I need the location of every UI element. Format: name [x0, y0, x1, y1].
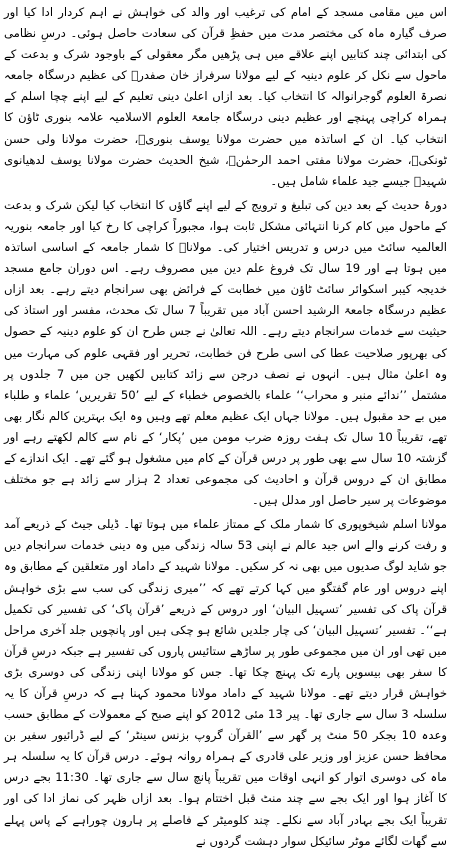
article-paragraph-3: مولانا اسلم شیخوپوری کا شمار ملک کے ممتاز علماء میں ہوتا تھا۔ ڈیلی جیٹ کے ذریعے آمد و رفت کرنے والے اس جید عالم نے اپنی 53 سالہ زندگی میں وہ دینی خدمات سرانجام دیں جو شاید لوگ صدیوں میں بھی نہ کر سکیں۔ مولانا شہید کے داماد اور متعلقین کے مطابق وہ اپنے دروس اور عام گفتگو میں کہا کرتے تھے کہ ’’میری زندگی کی سب سے بڑی خواہش قرآن پاک کی تفسیر ’تسہیل البیان‘ اور دروس کے ذریعے ’قرآن پاک‘ کی تفسیر کی تکمیل ہے‘‘۔ تفسیر ’تسہیل البیان‘ کی چار جلدیں شائع ہو چکی ہیں اور پانچویں جلد آخری مراحل میں تھی اور ان میں مجموعی طور پر ساڑھے ستائیس پاروں کی تفسیر ہے جبکہ درسِ قرآن کا سفر بھی بیسویں پارے تک پہنچ چکا تھا۔ جس کو مولانا اپنی زندگی کی دوسری بڑی خواہش قرار دیتے تھے۔ مولانا شہید کے داماد مولانا محمود کہنا ہے کہ درسِ قرآن کا یہ سلسلہ 3 سال سے جاری تھا۔ پیر 13 مئی 2012 کو اپنے صبح کے معمولات کے مطابق حسب وعدہ 10 بجکر 50 منٹ پر گھر سے ’القرآن گروپ بزنس سینٹر‘ کے لیے ڈرائیور سفیر بن محافظ حسن عزیز اور وزیر علی قادری کے ہمراہ روانہ ہوئے۔ درس قرآن کا یہ سلسلہ ہر ماہ کی دوسری اتوار کو انہی اوقات میں تقریباً پانچ سال سے جاری تھا۔ 11:30 بجے درس کا آغاز ہوا اور ایک بجے سے چند منٹ قبل اختتام ہوا۔ بعد ازاں ظہر کی نماز ادا کی اور تقریباً ایک بجے بہادر آباد سے نکلے۔ چند کلومیٹر کے فاصلے پر ہارون چوراہے کے پاس پہلے سے گھات لگائے موٹر سائیکل سوار دہشت گردوں نے: [4, 517, 448, 848]
article-paragraph-1: اس میں مقامی مسجد کے امام کی ترغیب اور والد کی خواہش نے اہم کردار ادا کیا اور صرف گیارہ ماہ کی مختصر مدت میں حفظِ قرآن کی سعادت حاصل ہوئی۔ درسِ نظامی کی ابتدائی چند کتابیں اپنے علاقے میں ہی پڑھیں مگر معقولی کے باوجود شرک و بدعت کے ماحول سے نکل کر علوم دینیہ کے لیے مولانا سرفراز خان صفدرؒ کی عظیم درسگاہ جامعہ نصرۃ العلوم گوجرانوالہ کا انتخاب کیا۔ بعد ازاں اعلیٰ دینی تعلیم کے لیے اپنے چچا اسلم کے ہمراہ کراچی پہنچے اور عظیم دینی درسگاہ جامعۃ العلوم الاسلامیہ علامہ بنوری ٹاؤن کا انتخاب کیا۔ ان کے اساتذہ میں حضرت مولانا یوسف بنوریؒ، حضرت مولانا ولی حسن ٹونکیؒ، حضرت مولانا مفتی احمد الرحمٰنؒ، شیخ الحدیث حضرت مولانا یوسف لدھیانوی شہیدؒ جیسے جید علماء شامل ہیں۔: [4, 5, 447, 188]
article-paragraph-2: دورۂ حدیث کے بعد دین کی تبلیغ و ترویج کے لیے اپنے گاؤں کا انتخاب کیا لیکن شرک و بدعت کے ماحول میں کام کرنا انتہائی مشکل ثابت ہوا، مجبوراً کراچی کا رخ کیا اور جامعہ بنوریہ العالمیہ سائٹ میں درس و تدریس اختیار کی۔ مولاناؒ کا شمار جامعہ کے اساسی اساتذہ میں ہوتا ہے اور 19 سال تک فروغ علم دین میں مصروف رہے۔ اس دوران جامع مسجد خدیجہ کیبر اسکوائر سائٹ ٹاؤن میں خطابت کے فرائض بھی سرانجام دیتے رہے۔ بعد ازاں عظیم درسگاہ جامعۃ الرشید احسن آباد میں تقریباً 7 سال تک محدث، مفسر اور استاذ کی حیثیت سے خدمات سرانجام دیتے رہے۔ اللہ تعالیٰ نے جس طرح ان کو علوم دینیہ کے حصول کی بھرپور صلاحیت عطا کی اسی طرح فن خطابت، تحریر اور فقہی علوم کی مہارت میں وہ اعلیٰ مثال ہیں۔ انہوں نے نصف درجن سے زائد کتابیں لکھیں جن میں 7 جلدوں پر مشتمل ’’ندائے منبر و محراب‘‘ علماء بالخصوص خطباء کے لیے ’50 تقریریں‘ علماء و طلباء میں بے حد مقبول ہیں۔ مولانا جہاں ایک عظیم معلم تھے وہیں وہ ایک بہترین کالم نگار بھی تھے، تقریباً 10 سال تک ہفت روزہ ضرب مومن میں ’پکار‘ کے نام سے کالم لکھتے رہے اور گزشتہ 10 سال سے بھی طور پر درس قرآن کے کام میں مشغول ہو گئے تھے۔ ایک اندازے کے مطابق ان کے دروس قرآن و احادیث کی مجموعی تعداد 2 ہزار سے زائد ہے جو مختلف موضوعات پر سیر حاصل اور مدلل ہیں۔: [4, 197, 448, 508]
